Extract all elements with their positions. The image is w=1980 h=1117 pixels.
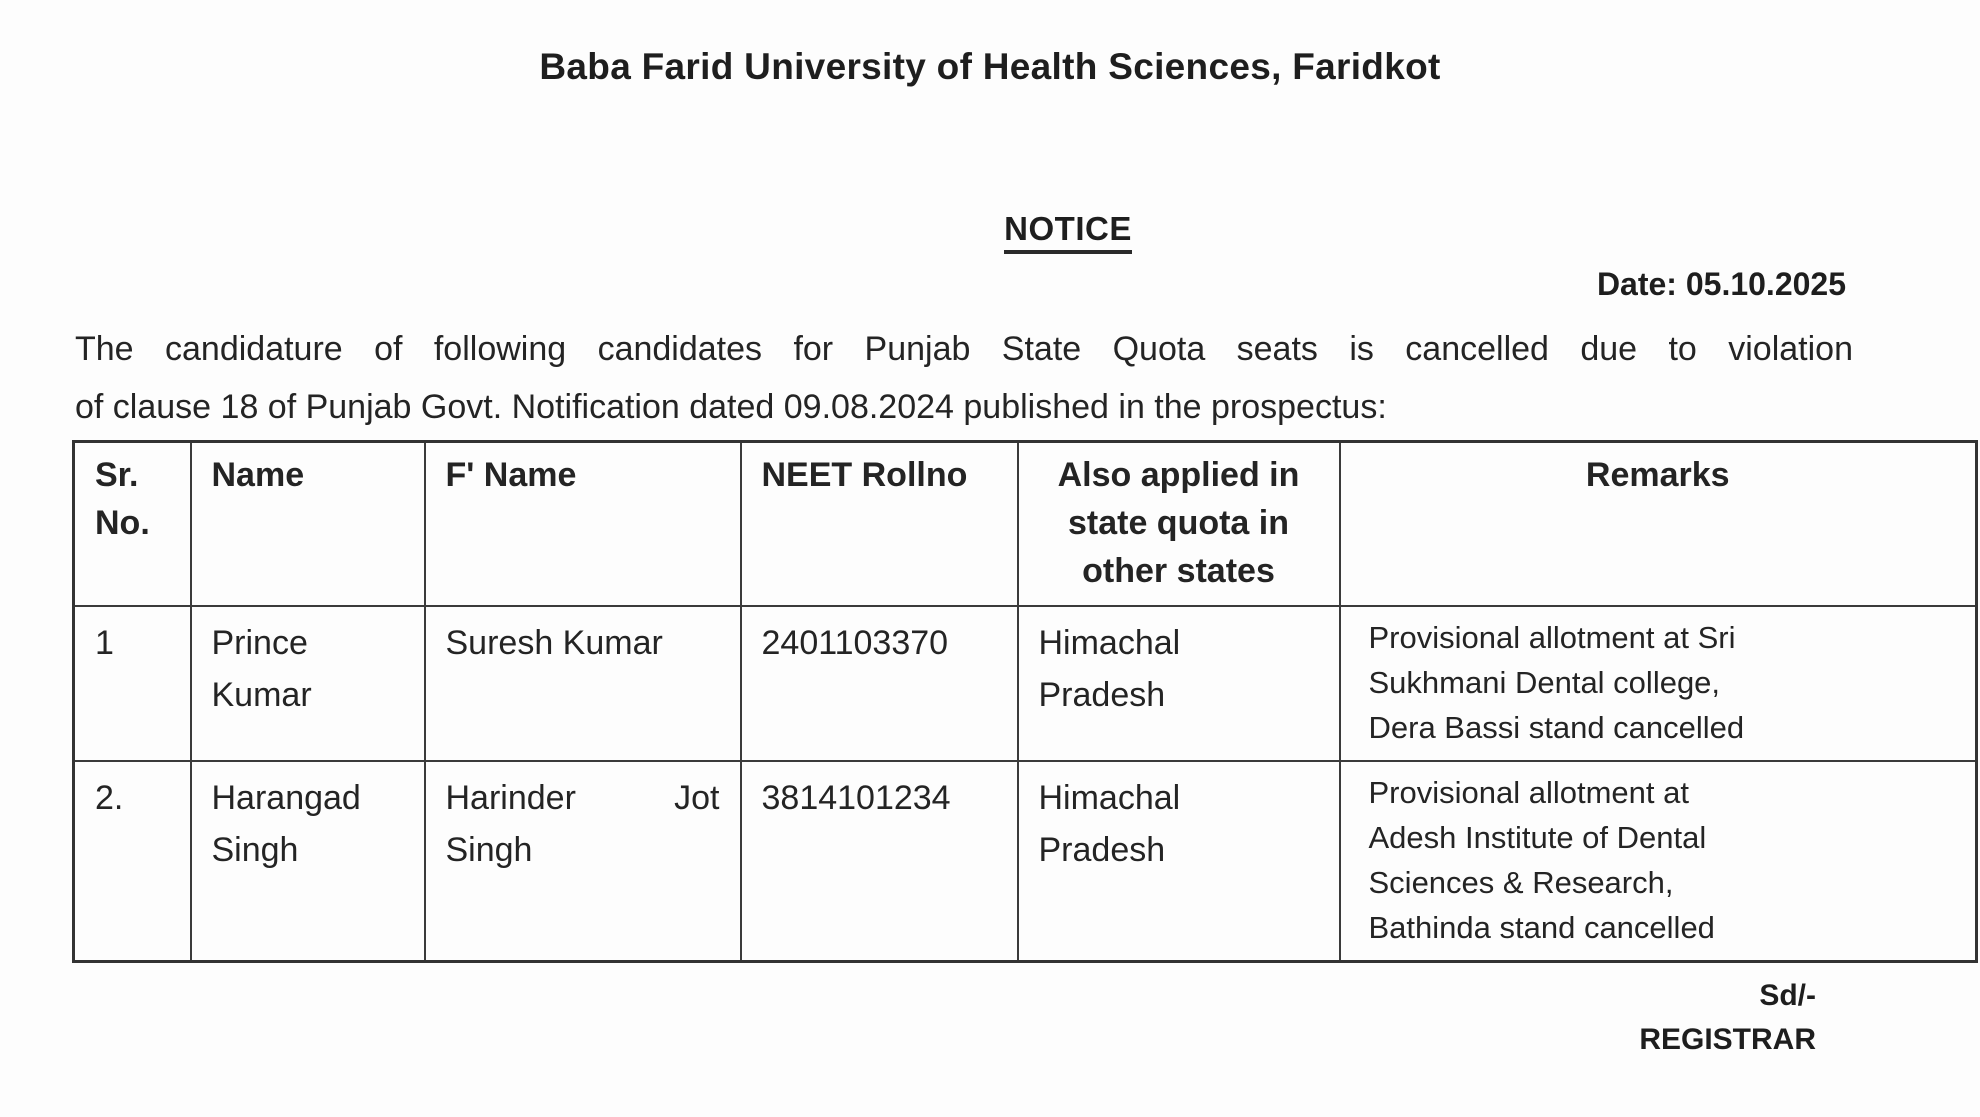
notice-heading-wrap [0, 210, 1980, 254]
remarks-line: Bathinda stand cancelled [1368, 910, 1715, 945]
col-header-f-name: F' Name [425, 442, 741, 607]
signature-sd: Sd/- [1759, 979, 1816, 1012]
table-row [74, 606, 1977, 761]
cell-also-applied: Himachal Pradesh [1018, 606, 1340, 761]
cell-also-applied: Himachal Pradesh [1018, 761, 1340, 962]
cell-name: Harangad Singh [191, 761, 425, 962]
cell-name: Prince Kumar [191, 606, 425, 761]
signature-block [1639, 974, 1816, 1062]
table-row [74, 761, 1977, 962]
remarks-line: Adesh Institute of Dental [1368, 820, 1707, 855]
col-header-neet-rollno: NEET Rollno [741, 442, 1018, 607]
page-title: Baba Farid University of Health Sciences, Faridkot [539, 46, 1441, 87]
cell-neet-rollno: 3814101234 [741, 761, 1018, 962]
cell-remarks [1340, 606, 1977, 761]
cell-remarks [1340, 761, 1977, 962]
body-paragraph [75, 320, 1853, 436]
cell-sr-no: 2. [74, 761, 191, 962]
cell-neet-rollno: 2401103370 [741, 606, 1018, 761]
cell-f-name: Harinder Jot Singh [425, 761, 741, 962]
col-header-sr-no: Sr. No. [74, 442, 191, 607]
notice-heading: NOTICE [1004, 210, 1132, 254]
remarks-line: Sukhmani Dental college, [1368, 665, 1721, 700]
body-line: The candidature of following candidates for Punjab State Quota seats is cancelled due to violation [75, 330, 1853, 368]
body-line: of clause 18 of Punjab Govt. Notification dated 09.08.2024 published in the prospectus: [75, 388, 1387, 426]
cell-sr-no: 1 [74, 606, 191, 761]
remarks-line: Sciences & Research, [1368, 865, 1674, 900]
remarks-line: Provisional allotment at [1368, 775, 1689, 810]
date-label: Date: 05.10.2025 [1596, 266, 1846, 302]
remarks-line: Provisional allotment at Sri [1368, 620, 1736, 655]
cell-f-name: Suresh Kumar [425, 606, 741, 761]
signature-designation: REGISTRAR [1639, 1023, 1816, 1056]
table-header-row [74, 442, 1977, 607]
remarks-line: Dera Bassi stand cancelled [1368, 710, 1745, 745]
col-header-also-applied: Also applied in state quota in other states [1018, 442, 1340, 607]
col-header-remarks: Remarks [1340, 442, 1977, 607]
cancelled-candidates-table [72, 440, 1978, 963]
col-header-name: Name [191, 442, 425, 607]
